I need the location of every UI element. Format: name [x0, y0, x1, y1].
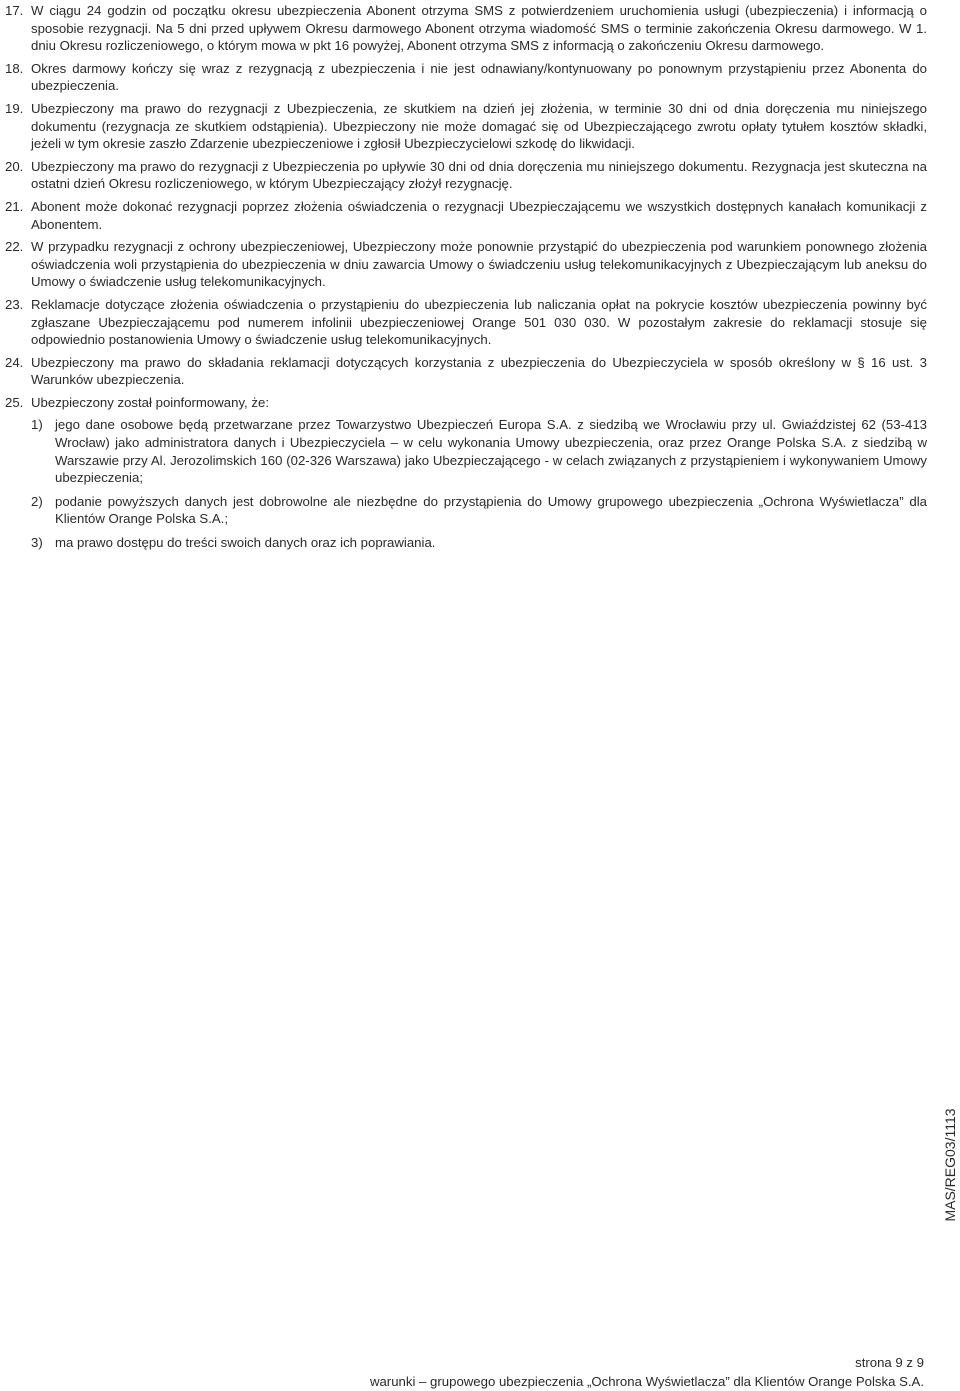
clause-number: 18. [5, 60, 24, 76]
clause-number: 21. [5, 198, 24, 214]
clause-22 [5, 238, 927, 291]
clause-text: Abonent może dokonać rezygnacji poprzez złożenia oświadczenia o rezygnacji Ubezpieczającemu we wszystkich dostępnych kanałach komunikacji z Abonentem. [31, 198, 927, 232]
clause-text: Okres darmowy kończy się wraz z rezygnacją z ubezpieczenia i nie jest odnawiany/kontynuowany po ponownym przystąpieniu przez Abonenta do ubezpieczenia. [31, 60, 927, 94]
clause-text: W ciągu 24 godzin od początku okresu ubezpieczenia Abonent otrzyma SMS z potwierdzeniem uruchomienia usługi (ubezpieczenia) i informacją o sposobie rezygnacji. Na 5 dni przed upływem Okresu darmowego Abonent otrzyma wiadomość SMS o terminie zakończenia Okresu darmowego. W 1. dniu Okresu rozliczeniowego, o którym mowa w pkt 16 powyżej, Abonent otrzyma SMS z informacją o zakończeniu Okresu darmowego. [31, 3, 927, 54]
clause-text: Ubezpieczony ma prawo do rezygnacji z Ubezpieczenia, ze skutkiem na dzień jej złożenia, w terminie 30 dni od dnia doręczenia mu niniejszego dokumentu (rezygnacja ze skutkiem odstąpienia). Ubezpieczony nie może domagać się od Ubezpieczającego zwrotu opłaty tytułem kosztów składki, jeżeli w tym okresie zaszło Zdarzenie ubezpieczeniowe i zgłosił Ubezpieczycielowi szkodę do likwidacji. [31, 100, 927, 152]
clause-number: 20. [5, 158, 24, 174]
clause-18 [5, 60, 927, 95]
subclause-text: ma prawo dostępu do treści swoich danych oraz ich poprawiania. [55, 535, 436, 551]
subclause-text: podanie powyższych danych jest dobrowolne ale niezbędne do przystąpienia do Umowy grupowego ubezpieczenia „Ochrona Wyświetlacza” dla Klientów Orange Polska S.A.; [55, 493, 927, 527]
clause-24 [5, 354, 927, 389]
page-number: strona 9 z 9 [855, 1355, 924, 1370]
subclause-number: 1) [31, 417, 43, 433]
clause-text: W przypadku rezygnacji z ochrony ubezpieczeniowej, Ubezpieczony może ponownie przystąpić do ubezpieczenia pod warunkiem ponownego złożenia oświadczenia woli przystąpienia do ubezpieczenia w dniu zawarcia Umowy o świadczeniu usług telekomunikacyjnych z Ubezpieczającym lub aneksu do Umowy o świadczenie usług telekomunikacyjnych. [31, 239, 927, 290]
subclause-2 [31, 493, 927, 528]
clause-number: 23. [5, 296, 24, 312]
clause-text: Ubezpieczony ma prawo do składania reklamacji dotyczących korzystania z ubezpieczenia do Ubezpieczyciela w sposób określony w § 16 ust. 3 Warunków ubezpieczenia. [31, 354, 927, 388]
subclause-3 [31, 534, 927, 552]
clause-number: 25. [5, 394, 24, 410]
subclause-1 [31, 416, 927, 486]
clause-25 [5, 394, 927, 412]
subclause-number: 2) [31, 493, 43, 509]
clause-21 [5, 198, 927, 233]
document-content [5, 2, 927, 558]
clause-number: 22. [5, 239, 24, 255]
clause-25-subitems [31, 416, 927, 551]
clause-text: Ubezpieczony został poinformowany, że: [31, 394, 269, 410]
subclause-text: jego dane osobowe będą przetwarzane przez Towarzystwo Ubezpieczeń Europa S.A. z siedzibą we Wrocławiu przy ul. Gwiaździstej 62 (53-413 Wrocław) jako administratora danych i Ubezpieczyciela – w celu wykonania Umowy ubezpieczenia, oraz przez Orange Polska S.A. z siedzibą w Warszawie przy Al. Jerozolimskich 160 (02-326 Warszawa) jako Ubezpieczającego - w celach związanych z przystąpieniem i wykonywaniem Umowy ubezpieczenia; [55, 417, 927, 486]
document-code: MAS/REG03/1113 [942, 1108, 959, 1222]
clause-text: Ubezpieczony ma prawo do rezygnacji z Ubezpieczenia po upływie 30 dni od dnia doręczenia mu niniejszego dokumentu. Rezygnacja jest skuteczna na ostatni dzień Okresu rozliczeniowego, w którym Ubezpieczający złożył rezygnację. [31, 158, 927, 192]
clause-19 [5, 100, 927, 153]
clause-number: 24. [5, 354, 24, 370]
clause-17 [5, 2, 927, 55]
clause-23 [5, 296, 927, 349]
clause-text: Reklamacje dotyczące złożenia oświadczenia o przystąpieniu do ubezpieczenia lub naliczania opłat na pokrycie kosztów ubezpieczenia powinny być zgłaszane Ubezpieczającemu pod numerem infolinii ubezpieczeniowej Orange 501 030 030. W pozostałym zakresie do reklamacji stosuje się odpowiednio postanowienia Umowy o świadczenie usług telekomunikacyjnych. [31, 296, 927, 348]
clause-20 [5, 158, 927, 193]
subclause-number: 3) [31, 535, 43, 551]
footer-title: warunki – grupowego ubezpieczenia „Ochrona Wyświetlacza” dla Klientów Orange Polska S.A. [369, 1374, 924, 1389]
clause-number: 17. [5, 3, 24, 18]
clause-number: 19. [5, 100, 24, 116]
